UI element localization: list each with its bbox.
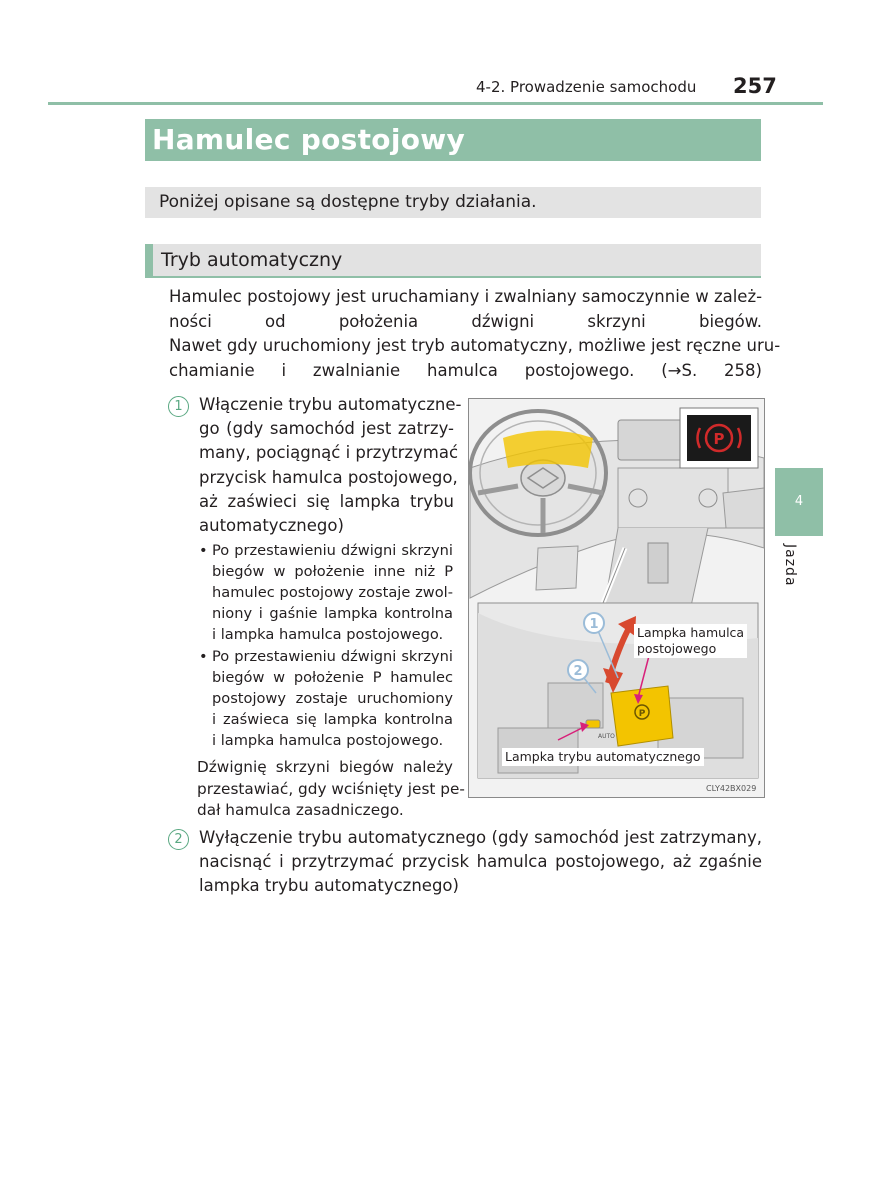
svg-text:P: P [638,709,646,719]
bullet-line: biegów w położenie P hamulec [212,669,453,686]
bullet-line: i zaświeca się lampka kontrolna [212,711,453,728]
note-line: przestawiać, gdy wciśnięty jest pe- [197,779,465,798]
chapter-label: Jazda [782,544,798,587]
description-line: Hamulec postojowy jest uruchamiany i zwalniany samoczynnie w zależ- [169,287,763,306]
step-1-line: aż zaświeci się lampka trybu [199,491,454,511]
page-number: 257 [733,74,777,98]
illustration-svg [468,398,765,798]
step-1-line: go (gdy samochód jest zatrzy- [199,419,454,439]
bullet-line: postojowy zostaje uruchomiony [212,690,453,707]
step-2-line: nacisnąć i przytrzymać przycisk hamulca postojowego, aż zgaśnie [199,852,762,872]
note-line: Dźwignię skrzyni biegów należy [197,758,453,776]
indicator-letter: P [713,430,725,448]
parking-lamp-label [634,624,747,658]
bullet-dot: • [199,648,208,665]
gear-shift-note [197,757,465,822]
auto-lamp-label: Lampka trybu automatycznego [502,748,704,766]
description-line: chamianie i zwalnianie hamulca postojowego. (→S. 258) [169,360,762,380]
description-paragraph [169,285,781,383]
step-1-text [199,393,462,538]
step-1-line: przycisk hamulca postojowego, [199,467,458,487]
auto-button-text: AUTO [598,733,615,740]
chapter-tab [775,468,823,536]
description-line: Nawet gdy uruchomiony jest tryb automatyczny, możliwe jest ręczne uru- [169,336,781,355]
parking-brake-illustration [468,398,765,798]
parking-lamp-label-line: postojowego [637,641,717,656]
bullet-item [199,540,453,645]
intro-bar [145,187,761,218]
bullet-line: niony i gaśnie lampka kontrolna [212,605,453,622]
callout-2: 2 [573,664,583,679]
section-accent [145,244,153,276]
description-line: ności od położenia dźwigni skrzyni biegów. [169,311,762,331]
note-line: dał hamulca zasadniczego. [197,801,404,819]
step-2-line: lampka trybu automatycznego) [199,876,459,896]
step-1-number: 1 [168,396,189,417]
parking-lamp-label-line: Lampka hamulca [637,625,745,640]
chapter-number: 4 [794,494,804,509]
callout-1: 1 [589,617,599,632]
intro-text: Poniżej opisane są dostępne tryby działania. [159,192,537,212]
step-1-line: automatycznego) [199,516,344,536]
step-2-number: 2 [168,829,189,850]
bullet-dot: • [199,542,208,559]
section-title: Tryb automatyczny [161,249,343,271]
bullet-line: biegów w położenie inne niż P [212,563,453,580]
step-1-line: many, pociągnąć i przytrzymać [199,443,459,463]
bullet-line: i lampka hamulca postojowego. [212,626,444,643]
header-rule [48,102,823,105]
page-title: Hamulec postojowy [152,123,465,156]
bullet-line: i lampka hamulca postojowego. [212,732,444,749]
bullet-line: hamulec postojowy zostaje zwol- [212,584,453,601]
bullet-item [199,646,453,751]
figure-code: CLY42BX029 [706,784,757,793]
section-bar [145,244,761,278]
step-2-line: Wyłączenie trybu automatycznego (gdy samochód jest zatrzymany, [199,828,762,847]
bullet-line: Po przestawieniu dźwigni skrzyni [212,648,453,665]
running-header: 4-2. Prowadzenie samochodu [476,78,697,96]
step-1-line: Włączenie trybu automatyczne- [199,395,462,414]
step-2-text [199,826,762,899]
title-bar [145,119,761,161]
bullet-line: Po przestawieniu dźwigni skrzyni [212,542,453,559]
